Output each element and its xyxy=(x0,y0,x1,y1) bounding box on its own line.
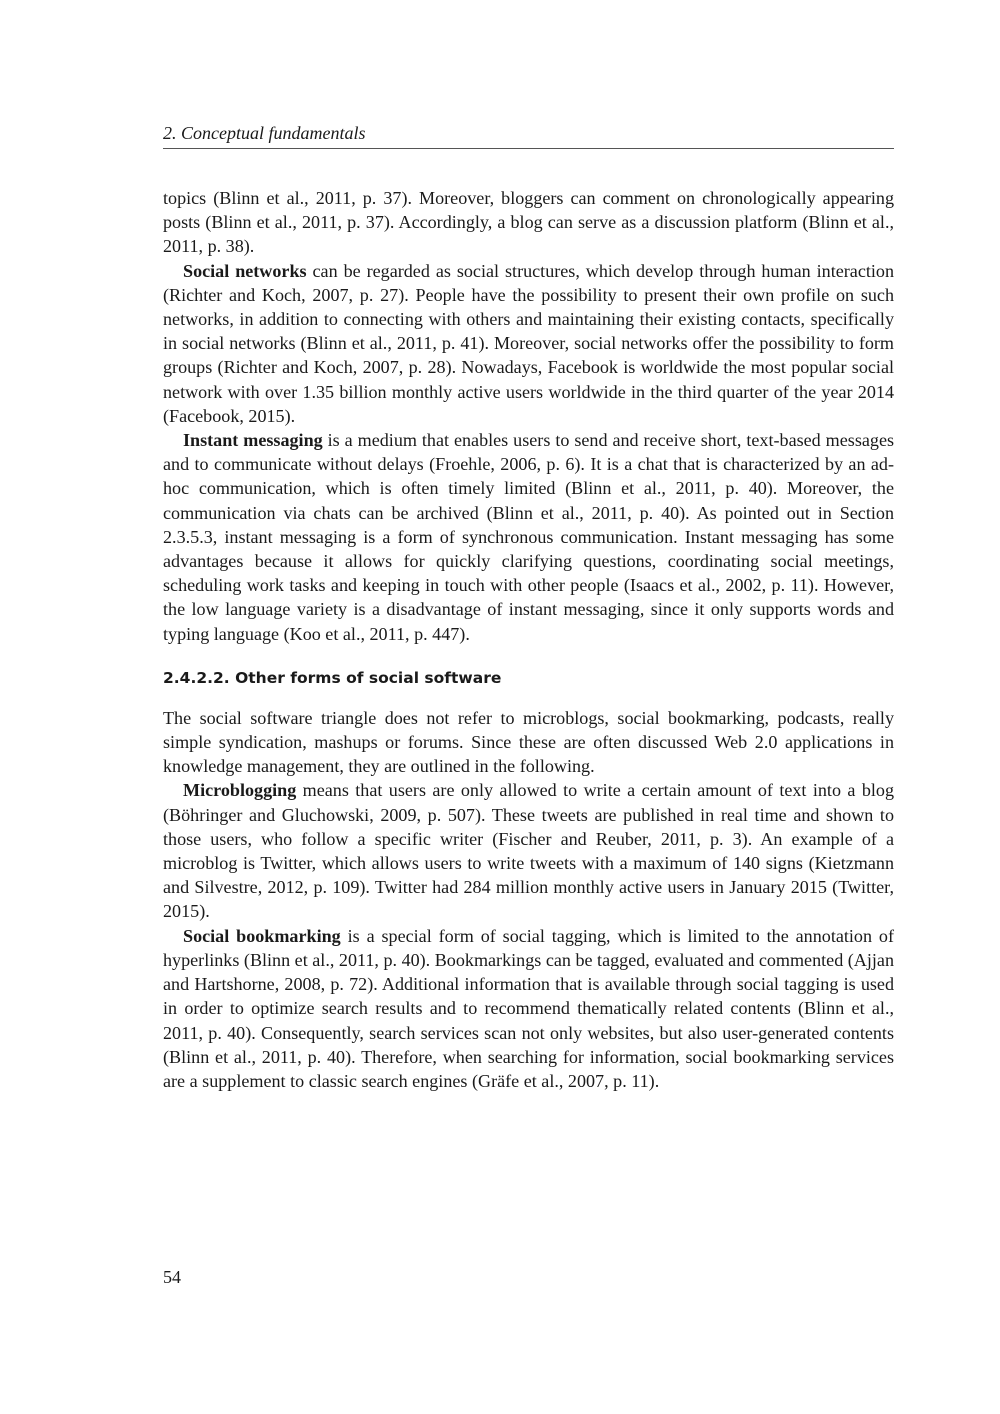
section-heading: 2.4.2.2. Other forms of social software xyxy=(163,668,502,687)
paragraph-social-networks-text: can be regarded as social structures, which develop through human interaction (Richter and Koch, 2007, p. 27). People have the possibility to present their own profile on such networks, in addition to connecting with others and maintaining their existing contacts, specifically in social networks (Blinn et al., 2011, p. 41). Moreover, social networks offer the possibility to form groups (Richter and Koch, 2007, p. 28). Nowadays, Facebook is worldwide the most popular social network with over 1.35 billion monthly active users worldwide in the third quarter of the year 2014 (Facebook, 2015). xyxy=(163,260,894,426)
chapter-title: 2. Conceptual fundamentals xyxy=(163,123,366,143)
term-social-bookmarking: Social bookmarking xyxy=(183,925,341,946)
term-instant-messaging: Instant messaging xyxy=(183,430,323,451)
paragraph-other-forms-intro: The social software triangle does not refer to microblogs, social bookmarking, podcasts, really simple syndication, mashups or forums. Since these are often discussed Web 2.0 applications in knowledge management, they are outlined in the following. xyxy=(163,707,894,777)
paragraph-microblogging-text: means that users are only allowed to write a certain amount of text into a blog (Böhringer and Gluchowski, 2009, p. 507). These tweets are published in real time and shown to those users, who follow a specific writer (Fischer and Reuber, 2011, p. 3). An example of a microblog is Twitter, which allows users to write tweets with a maximum of 140 signs (Kietzmann and Silvestre, 2012, p. 109). Twitter had 284 million monthly active users in January 2015 (Twitter, 2015). xyxy=(163,780,894,922)
paragraph-social-bookmarking-text: is a special form of social tagging, which is limited to the annotation of hyperlinks (Blinn et al., 2011, p. 40). Bookmarkings can be tagged, evaluated and commented (Ajjan and Hartshorne, 2008, p. 72). Additional information that is available through social tagging is used in order to optimize search results and to recommend thematically related contents (Blinn et al., 2011, p. 40). Consequently, search services scan not only websites, but also user-generated contents (Blinn et al., 2011, p. 40). Therefore, when searching for information, social bookmarking services are a supplement to classic search engines (Gräfe et al., 2007, p. 11). xyxy=(163,925,894,1091)
paragraph-microblogging xyxy=(163,778,894,923)
page-number: 54 xyxy=(163,1267,181,1287)
term-social-networks: Social networks xyxy=(183,260,307,281)
running-header xyxy=(163,122,894,149)
page-body xyxy=(163,186,894,1093)
paragraph-instant-messaging xyxy=(163,428,894,646)
term-microblogging: Microblogging xyxy=(183,780,297,801)
paragraph-blogs-continued: topics (Blinn et al., 2011, p. 37). Moreover, bloggers can comment on chronologically appearing posts (Blinn et al., 2011, p. 37). Accordingly, a blog can serve as a discussion platform (Blinn et al., 2011, p. 38). xyxy=(163,188,894,257)
paragraph-social-bookmarking xyxy=(163,924,894,1093)
paragraph-instant-messaging-text: is a medium that enables users to send and receive short, text-based messages and to communicate without delays (Froehle, 2006, p. 6). It is a chat that is characterized by an ad-hoc communication, which is often timely limited (Blinn et al., 2011, p. 40). Moreover, the communication via chats can be archived (Blinn et al., 2011, p. 40). As pointed out in Section 2.3.5.3, instant messaging is a form of synchronous communication. Instant messaging has some advantages because it allows for quickly clarifying questions, coordinating social meetings, scheduling work tasks and keeping in touch with other people (Isaacs et al., 2002, p. 11). However, the low language variety is a disadvantage of instant messaging, since it only supports words and typing language (Koo et al., 2011, p. 447). xyxy=(163,430,895,644)
paragraph-social-networks xyxy=(163,259,894,428)
